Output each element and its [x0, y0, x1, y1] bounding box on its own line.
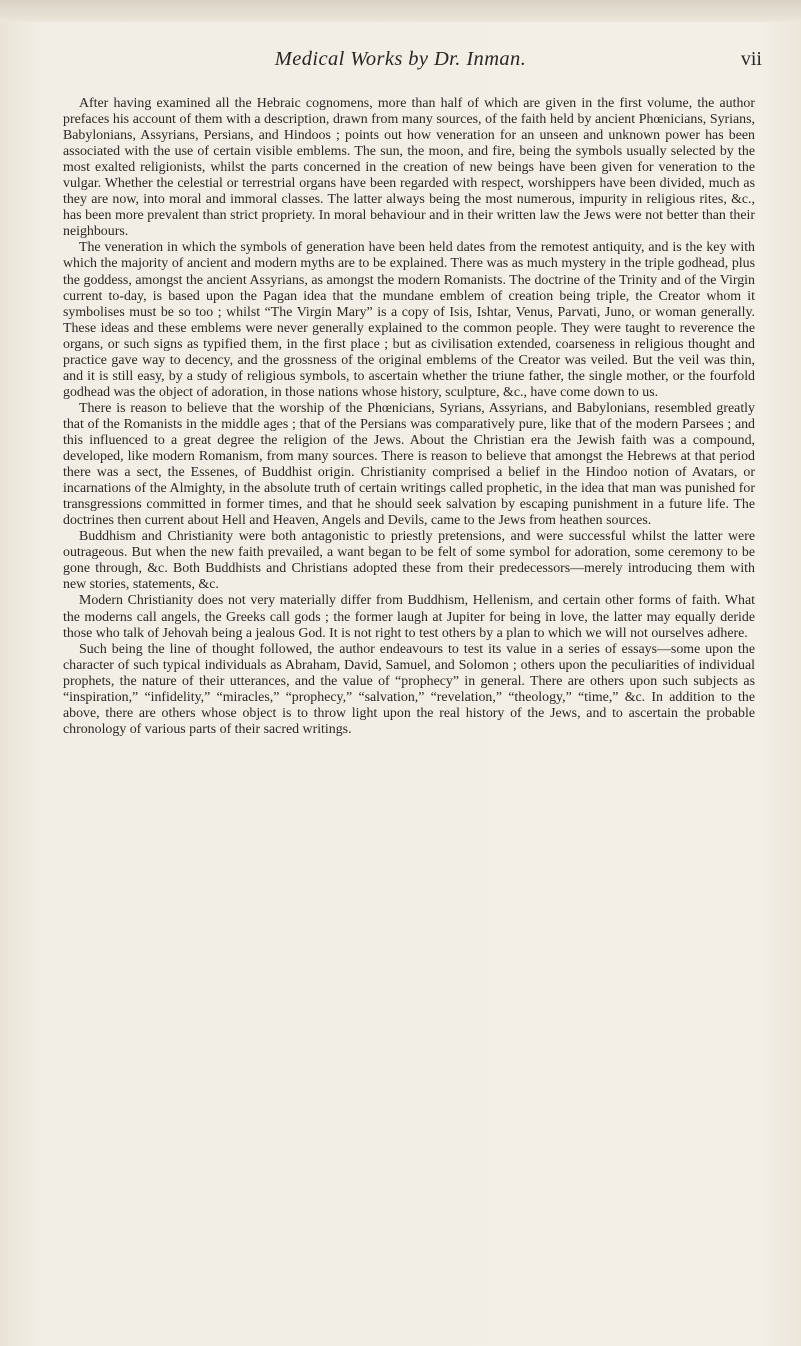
- paragraph: After having examined all the Hebraic cognomens, more than half of which are given in the first volume, the author prefaces his account of them with a description, drawn from many sources, of the faith held by ancient Phœnicians, Syrians, Babylonians, Assyrians, Persians, and Hindoos ; points out how veneration for an unseen and unknown power has been associated with the use of certain visible emblems. The sun, the moon, and fire, being the symbols usually selected by the most exalted religionists, whilst the parts concerned in the creation of new beings have been given for veneration to the vulgar. Whether the celestial or terrestrial organs have been regarded with respect, worshippers have been divided, much as they are now, into moral and immoral classes. The latter always being the most numerous, impurity in religious rites, &c., has been more prevalent than strict propriety. In moral behaviour and in their written law the Jews were not better than their neighbours.: [63, 96, 755, 240]
- paragraph: Modern Christianity does not very materially differ from Buddhism, Hellenism, and certain other forms of faith. What the moderns call angels, the Greeks call gods ; the former laugh at Jupiter for being in love, the latter may equally deride those who talk of Jehovah being a jealous God. It is not right to test others by a plan to which we will not ourselves adhere.: [63, 593, 755, 641]
- page-top-edge: [0, 0, 801, 22]
- paragraph: Such being the line of thought followed, the author endeavours to test its value in a series of essays—some upon the character of such typical individuals as Abraham, David, Samuel, and Solomon ; others upon the peculiarities of individual prophets, the nature of their utterances, and the value of “prophecy” in general. There are others upon such subjects as “inspiration,” “infidelity,” “miracles,” “prophecy,” “salvation,” “revelation,” “theology,” “time,” &c. In addition to the above, there are others whose object is to throw light upon the real history of the Jews, and to ascertain the probable chronology of various parts of their sacred writings.: [63, 641, 755, 737]
- running-head: [0, 48, 801, 78]
- paragraph: Buddhism and Christianity were both antagonistic to priestly pretensions, and were successful whilst the latter were outrageous. But when the new faith prevailed, a want began to be felt of some symbol for adoration, some ceremony to be gone through, &c. Both Buddhists and Christians adopted these from their predecessors—merely introducing them with new stories, statements, &c.: [63, 529, 755, 593]
- paragraph: There is reason to believe that the worship of the Phœnicians, Syrians, Assyrians, and Babylonians, resembled greatly that of the Romanists in the middle ages ; that of the Persians was comparatively pure, like that of the modern Parsees ; and this influenced to a great degree the religion of the Jews. About the Christian era the Jewish faith was a compound, developed, like modern Romanism, from many sources. There is reason to believe that amongst the Hebrews at that period there was a sect, the Essenes, of Buddhist origin. Christianity comprised a belief in the Hindoo notion of Avatars, or incarnations of the Almighty, in the absolute truth of certain writings called prophetic, in the idea that man was punished for transgressions committed in former times, and that he should seek salvation by escaping punishment in a future life. The doctrines then current about Hell and Heaven, Angels and Devils, came to the Jews from heathen sources.: [63, 400, 755, 529]
- running-title: Medical Works by Dr. Inman.: [274, 48, 527, 70]
- paragraph: The veneration in which the symbols of generation have been held dates from the remotest antiquity, and is the key with which the majority of ancient and modern myths are to be explained. There was as much mystery in the triple godhead, plus the goddess, amongst the ancient Assyrians, as amongst the modern Romanists. The doctrine of the Trinity and of the Virgin current to-day, is based upon the Pagan idea that the mundane emblem of creation being triple, the Creator whom it symbolises must be so too ; whilst “The Virgin Mary” is a copy of Isis, Ishtar, Venus, Parvati, Juno, or woman generally. These ideas and these emblems were never generally explained to the common people. They were taught to reverence the organs, or such signs as typified them, in the first place ; but as civilisation extended, coarseness in religious thought and practice gave way to decency, and the grossness of the original emblems of the Creator was veiled. But the veil was thin, and it is still easy, by a study of religious symbols, to ascertain whether the triune father, the single mother, or the fourfold godhead was the object of adoration, in those nations whose history, sculpture, &c., have come down to us.: [63, 240, 755, 400]
- body-text: [63, 96, 755, 738]
- page-number: vii: [740, 48, 762, 70]
